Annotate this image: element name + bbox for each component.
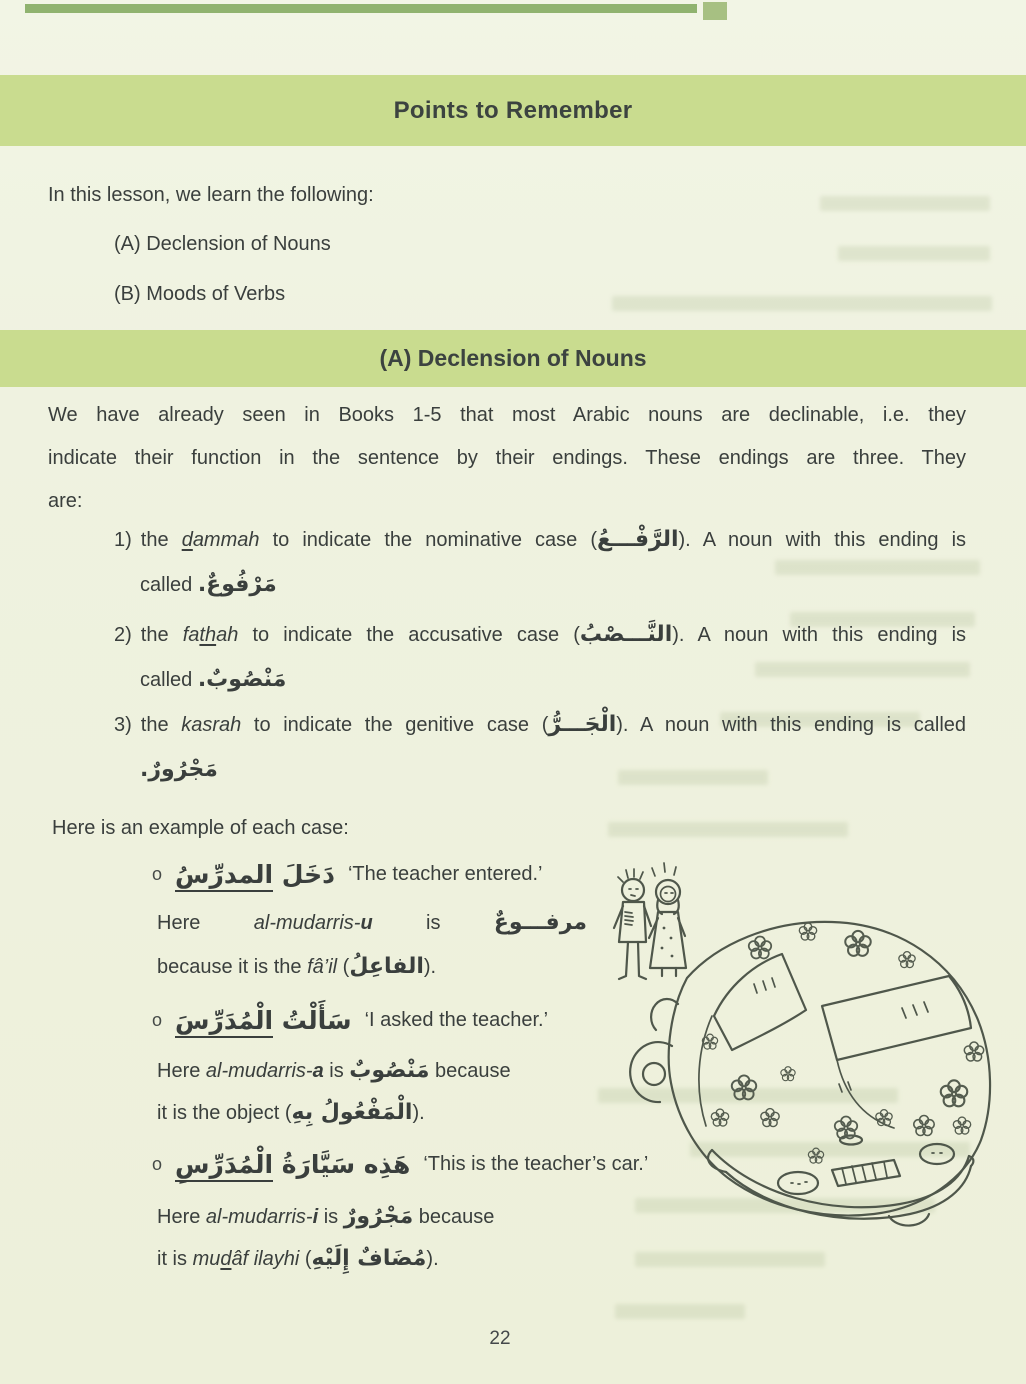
transliterated-term: al-mudarris-: [205, 1206, 313, 1228]
paragraph-line: indicate their function in the sentence by their endings. These endings are three. They: [48, 447, 966, 469]
example-3-explanation-line2: [157, 1246, 439, 1271]
transliterated-term: âf ilayhi: [231, 1248, 300, 1270]
arabic-noun-label: مَجْرُورٌ.: [140, 757, 218, 782]
transliterated-term: al-mudarris-: [205, 1060, 313, 1082]
text-segment: called: [140, 574, 198, 596]
section-a-band: [0, 330, 1026, 387]
term-underlined: d: [220, 1248, 232, 1270]
arabic-case-name: الْجَـــرُّ: [548, 712, 617, 737]
text-segment: ). A noun with this ending is called: [616, 714, 967, 736]
term: kasrah: [181, 714, 242, 736]
arabic-word-underlined: الْمُدَرِّسِ: [175, 1150, 273, 1182]
text-segment: Here: [157, 1206, 206, 1228]
text-segment: the: [140, 529, 182, 551]
text-segment: because: [429, 1060, 511, 1082]
example-1-explanation-line1: [157, 910, 587, 935]
examples-heading: Here is an example of each case:: [52, 817, 349, 839]
points-to-remember-band: [0, 75, 1026, 146]
arabic-sentence: [175, 860, 335, 889]
example-1-sentence: [152, 860, 543, 889]
text-segment: it is: [157, 1248, 193, 1270]
arabic-case-name: النَّـــصْبُ: [579, 622, 673, 647]
text-segment: to indicate the genitive case (: [241, 714, 549, 736]
translation: ‘The teacher entered.’: [347, 863, 543, 885]
ending-item-1: [114, 527, 966, 552]
text-segment: is: [372, 912, 494, 934]
ending-item-2-line2: [140, 667, 286, 692]
paragraph-line: We have already seen in Books 1-5 that most Arabic nouns are declinable, i.e. they: [48, 404, 966, 426]
text-segment: called: [140, 669, 198, 691]
text-segment: because it is the: [157, 956, 308, 978]
page-bleed-through: [615, 1304, 745, 1319]
page-bleed-through: [635, 1252, 825, 1267]
case-ending-letter: a: [312, 1060, 324, 1082]
transliterated-term: al-mudarris-: [253, 912, 361, 934]
transliterated-term: fâ’il: [307, 956, 338, 978]
man-figure: [614, 869, 651, 979]
item-number: 2): [114, 624, 132, 646]
case-ending-letter: u: [360, 912, 373, 934]
outline-item-b: (B) Moods of Verbs: [114, 283, 286, 305]
arabic-word: سَأَلْتُ: [273, 1006, 352, 1035]
woman-figure: [649, 880, 686, 976]
text-segment: to indicate the nominative case (: [259, 529, 598, 551]
ending-item-2: [114, 622, 966, 647]
text-segment: ).: [423, 956, 437, 978]
page-bleed-through: [820, 196, 990, 211]
example-2-explanation-line2: [157, 1100, 425, 1125]
example-2-sentence: [152, 1006, 548, 1035]
term-underlined: d: [181, 529, 193, 551]
arabic-word: دَخَلَ: [273, 860, 335, 889]
text-segment: Here: [157, 1060, 206, 1082]
example-3-explanation-line1: [157, 1204, 494, 1229]
arabic-term: الْمَفْعُولُ بِهِ: [291, 1100, 413, 1125]
arabic-term: الفاعِلُ: [349, 954, 424, 979]
ending-item-3-line2: [140, 757, 218, 782]
text-segment: ). A noun with this ending is: [672, 624, 967, 646]
text-segment: is: [323, 1060, 350, 1082]
bullet-marker: o: [152, 1154, 163, 1174]
bullet-marker: o: [152, 1010, 163, 1030]
translation: ‘This is the teacher’s car.’: [423, 1153, 649, 1175]
text-segment: to indicate the accusative case (: [238, 624, 580, 646]
term: ammah: [192, 529, 260, 551]
item-number: 3): [114, 714, 132, 736]
text-segment: (: [279, 1102, 292, 1124]
text-segment: Here: [157, 912, 254, 934]
arabic-word-underlined: الْمُدَرِّسَ: [175, 1006, 273, 1038]
sparkle-marks: [652, 863, 676, 876]
page-title: Points to Remember: [393, 96, 633, 124]
text-segment: ). A noun with this ending is: [678, 529, 967, 551]
text-segment: (: [337, 956, 350, 978]
translation: ‘I asked the teacher.’: [364, 1009, 549, 1031]
page-bleed-through: [755, 662, 970, 677]
ending-item-3: [114, 712, 966, 737]
top-decoration-strip: [25, 4, 697, 13]
text-segment: because: [413, 1206, 495, 1228]
ending-item-1-line2: [140, 572, 277, 597]
example-3-sentence: [152, 1150, 648, 1179]
page-number: 22: [489, 1328, 511, 1349]
text-segment: it is the object: [157, 1102, 280, 1124]
text-segment: the: [140, 624, 183, 646]
section-title: (A) Declension of Nouns: [379, 345, 647, 371]
page-bleed-through: [838, 246, 990, 261]
example-1-explanation-line2: [157, 954, 436, 979]
top-decoration-square: [703, 2, 727, 20]
page-bleed-through: [618, 770, 768, 785]
arabic-noun-label: مَنْصُوبٌ.: [197, 667, 287, 692]
case-ending-letter: i: [312, 1206, 319, 1228]
text-segment: (: [299, 1248, 312, 1270]
item-number: 1): [114, 529, 132, 551]
term: fa: [182, 624, 200, 646]
arabic-case-name: الرَّفْـــعُ: [597, 527, 679, 552]
text-segment: ).: [412, 1102, 425, 1124]
page-bleed-through: [612, 296, 992, 311]
text-segment: is: [318, 1206, 344, 1228]
page-bleed-through: [775, 560, 980, 575]
arabic-term: مَجْرُورٌ: [343, 1204, 414, 1229]
paragraph-line: are:: [48, 490, 83, 512]
arabic-term: مَنْصُوبٌ: [349, 1058, 430, 1083]
arabic-term: مرفـــوعٌ: [493, 910, 587, 935]
text-segment: ).: [426, 1248, 439, 1270]
bullet-marker: o: [152, 864, 163, 884]
arabic-sentence: [175, 1006, 352, 1035]
transliterated-term: mu: [192, 1248, 221, 1270]
arabic-term: مُضَافٌ إِلَيْهِ: [311, 1246, 427, 1271]
teachers-car-illustration: [592, 856, 1022, 1251]
outline-item-a: (A) Declension of Nouns: [114, 233, 331, 255]
term-underlined: th: [199, 624, 217, 646]
arabic-word: هَذِه سَيَّارَةُ: [273, 1150, 411, 1179]
term: ah: [216, 624, 239, 646]
lead-paragraph: [48, 394, 966, 523]
example-2-explanation-line1: [157, 1058, 511, 1083]
arabic-noun-label: مَرْفُوعٌ.: [197, 572, 277, 597]
text-segment: the: [140, 714, 182, 736]
intro-text: In this lesson, we learn the following:: [48, 184, 374, 206]
arabic-word-underlined: المدرِّسُ: [175, 860, 273, 892]
page-bleed-through: [608, 822, 848, 837]
arabic-sentence: [175, 1150, 410, 1179]
